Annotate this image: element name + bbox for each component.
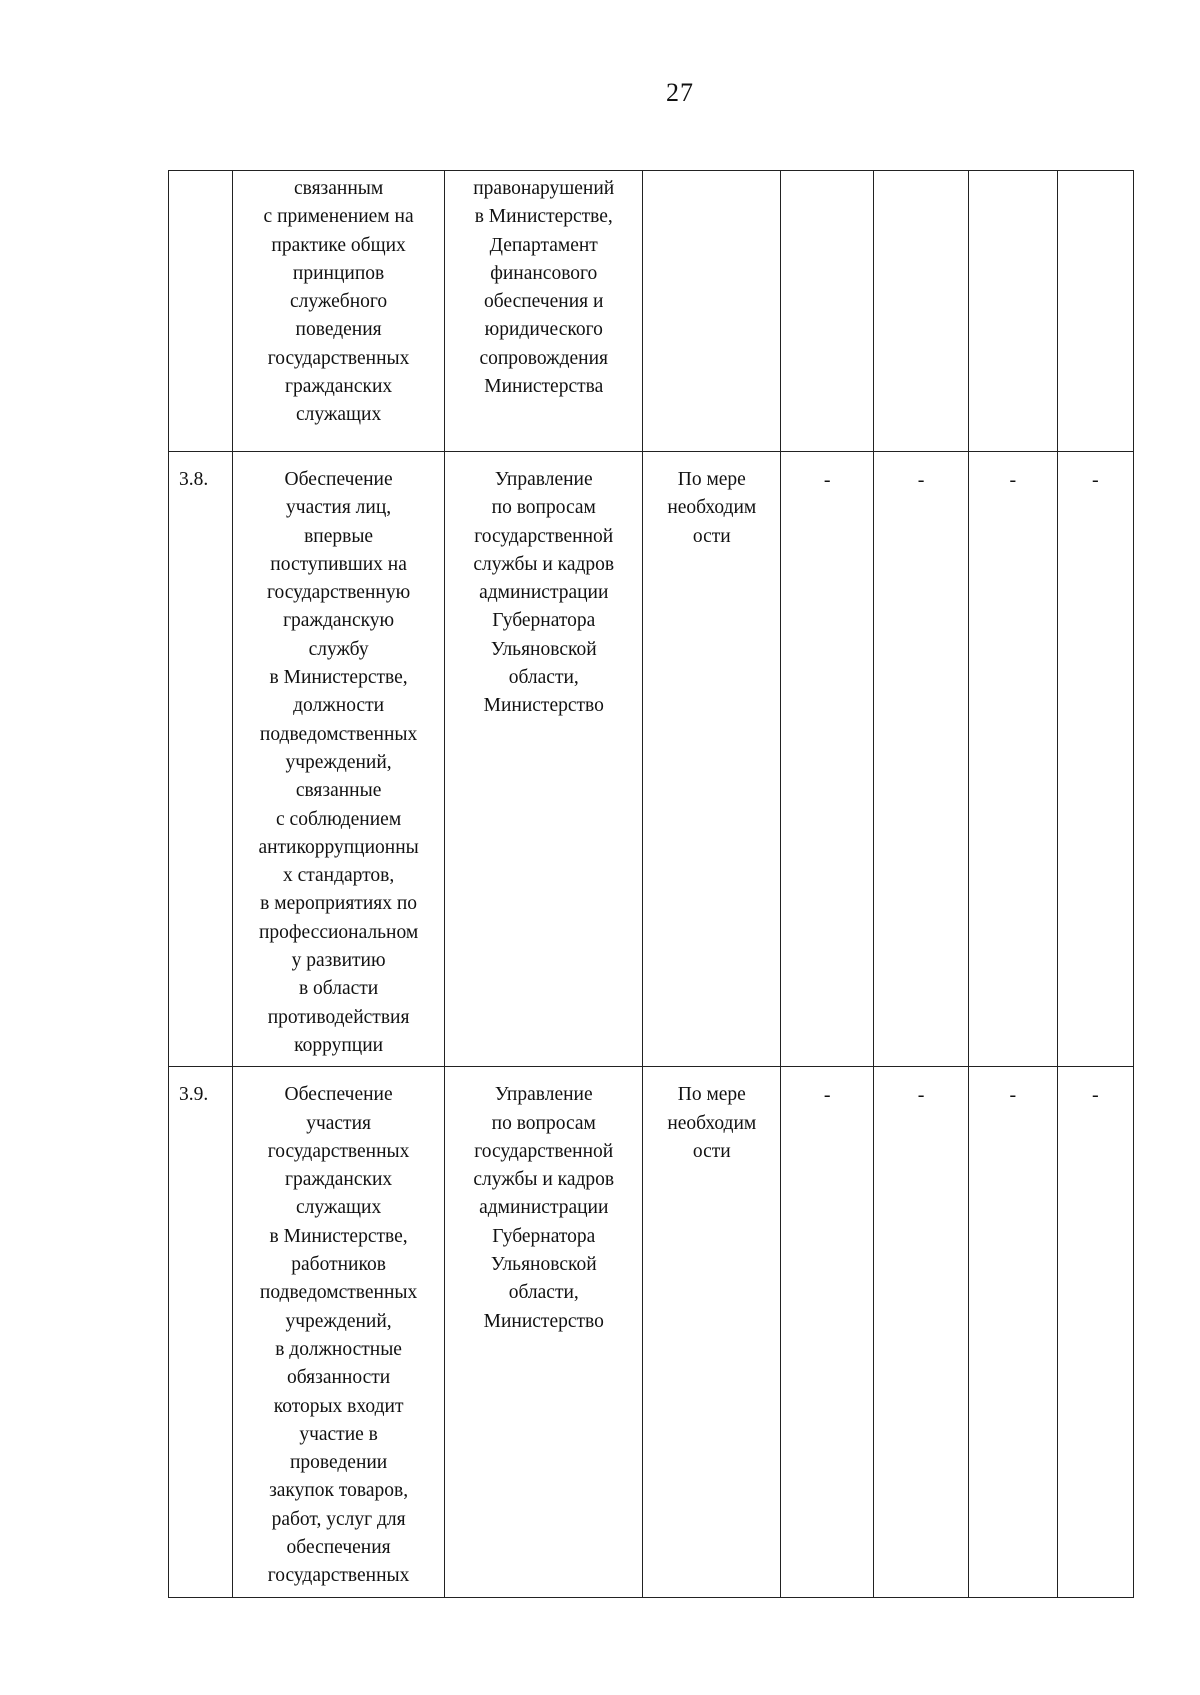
cell-text-line: учреждений, <box>285 1310 392 1332</box>
cell-text-line: гражданских <box>284 1169 393 1191</box>
table-row <box>169 1067 1134 1597</box>
cell-text-line: По мере <box>677 1084 746 1106</box>
cell-text-line: учреждений, <box>285 751 392 773</box>
responsible-cell <box>445 171 643 452</box>
row-number <box>169 171 233 452</box>
cell-text-line: Управление <box>494 469 593 490</box>
cell-text-line: сопровождения <box>479 347 609 369</box>
cell-text-line: Обеспечение <box>284 1084 393 1106</box>
cell-text-line: с соблюдением <box>276 808 402 830</box>
cell-text-line: поступивших на <box>270 553 407 575</box>
cell-text-line: государственной <box>474 525 614 547</box>
cell-text-line: государственных <box>267 347 410 369</box>
cell-text-line: практике общих <box>271 234 406 256</box>
deadline-cell <box>643 1067 781 1597</box>
cell-text-line: службу <box>308 638 369 660</box>
cell-text-line: по вопросам <box>491 1112 596 1134</box>
cell-text-line: администрации <box>479 582 609 604</box>
cell-text-line: Губернатора <box>492 610 596 632</box>
cell-text-line: необходим <box>667 1112 757 1134</box>
cell-text-line: необходим <box>667 497 757 519</box>
cell-text-line: гражданских <box>284 376 393 398</box>
cell-text-line: принципов <box>292 262 385 284</box>
cell-text-line: работников <box>291 1254 386 1276</box>
table-row <box>169 171 1134 452</box>
cell-text-line: впервые <box>304 525 374 547</box>
cell-text-line: службы и кадров <box>473 1169 615 1191</box>
cell-text-line: финансового <box>490 262 598 284</box>
measure-cell <box>232 1067 444 1597</box>
cell-text-line: участия лиц, <box>286 497 392 519</box>
measure-cell <box>232 171 444 452</box>
cell-text-line: Управление <box>494 1084 593 1106</box>
cell-text-line: Губернатора <box>492 1225 596 1247</box>
cell-text-line: поведения <box>295 319 382 341</box>
value-cell: - <box>781 452 874 1067</box>
cell-text-line: служебного <box>290 291 388 313</box>
cell-text-line: в области <box>298 978 379 1000</box>
cell-text-line: государственных <box>267 1140 410 1162</box>
table-row <box>169 452 1134 1067</box>
cell-text-line: в Министерстве, <box>269 667 408 689</box>
cell-text-line: гражданскую <box>283 610 395 632</box>
row-number: 3.8. <box>169 452 233 1067</box>
cell-text-line: которых входит <box>273 1395 404 1417</box>
cell-text-line: государственных <box>267 1565 410 1587</box>
cell-text-line: антикоррупционны <box>258 836 419 858</box>
value-cell <box>968 171 1057 452</box>
cell-text-line: связанным <box>293 178 384 199</box>
cell-text-line: Обеспечение <box>284 469 393 490</box>
cell-text-line: службы и кадров <box>473 553 615 575</box>
cell-text-line: администрации <box>479 1197 609 1219</box>
cell-text-line: у развитию <box>291 950 386 972</box>
cell-text-line: в мероприятиях по <box>260 893 418 915</box>
value-cell: - <box>968 1067 1057 1597</box>
cell-text-line: х стандартов, <box>282 865 395 887</box>
deadline-cell <box>643 452 781 1067</box>
cell-text-line: участие в <box>299 1423 378 1445</box>
cell-text-line: закупок товаров, <box>269 1480 409 1502</box>
value-cell: - <box>968 452 1057 1067</box>
cell-text-line: Министерство <box>483 1310 604 1332</box>
cell-text-line: Ульяновской <box>490 1254 597 1276</box>
cell-text-line: противодействия <box>267 1006 410 1028</box>
cell-text-line: обязанности <box>286 1367 391 1389</box>
value-cell: - <box>1057 1067 1133 1597</box>
cell-text-line: коррупции <box>294 1034 384 1056</box>
value-cell: - <box>874 1067 969 1597</box>
cell-text-line: связанные <box>295 780 382 802</box>
cell-text-line: подведомственных <box>259 723 418 745</box>
value-cell <box>874 171 969 452</box>
cell-text-line: государственную <box>267 582 411 604</box>
responsible-cell <box>445 1067 643 1597</box>
cell-text-line: ости <box>692 1140 731 1162</box>
cell-text-line: юридического <box>484 319 603 341</box>
cell-text-line: подведомственных <box>259 1282 418 1304</box>
measure-cell <box>232 452 444 1067</box>
value-cell: - <box>874 452 969 1067</box>
cell-text-line: по вопросам <box>491 497 596 519</box>
cell-text-line: области, <box>508 667 579 689</box>
cell-text-line: государственной <box>474 1140 614 1162</box>
cell-text-line: работ, услуг для <box>271 1508 406 1530</box>
cell-text-line: служащих <box>295 1197 382 1219</box>
cell-text-line: должности <box>293 695 385 717</box>
cell-text-line: области, <box>508 1282 579 1304</box>
cell-text-line: участия <box>306 1112 371 1134</box>
row-number: 3.9. <box>169 1067 233 1597</box>
measures-table <box>168 170 1134 1598</box>
cell-text-line: По мере <box>677 469 746 490</box>
cell-text-line: ости <box>692 525 731 547</box>
cell-text-line: обеспечения <box>286 1536 391 1558</box>
cell-text-line: в Министерстве, <box>474 206 613 228</box>
cell-text-line: Министерства <box>484 376 604 398</box>
value-cell: - <box>1057 452 1133 1067</box>
cell-text-line: правонарушений <box>473 178 615 199</box>
cell-text-line: обеспечения и <box>484 291 604 313</box>
cell-text-line: в должностные <box>275 1338 402 1360</box>
value-cell <box>1057 171 1133 452</box>
cell-text-line: Департамент <box>489 234 598 256</box>
cell-text-line: профессиональном <box>258 921 419 943</box>
value-cell: - <box>781 1067 874 1597</box>
page-number: 27 <box>666 78 694 107</box>
cell-text-line: Министерство <box>483 695 604 717</box>
responsible-cell <box>445 452 643 1067</box>
deadline-cell <box>643 171 781 452</box>
cell-text-line: в Министерстве, <box>269 1225 408 1247</box>
cell-text-line: проведении <box>289 1452 388 1474</box>
cell-text-line: с применением на <box>263 206 414 228</box>
cell-text-line: Ульяновской <box>490 638 597 660</box>
cell-text-line: служащих <box>295 404 382 426</box>
value-cell <box>781 171 874 452</box>
